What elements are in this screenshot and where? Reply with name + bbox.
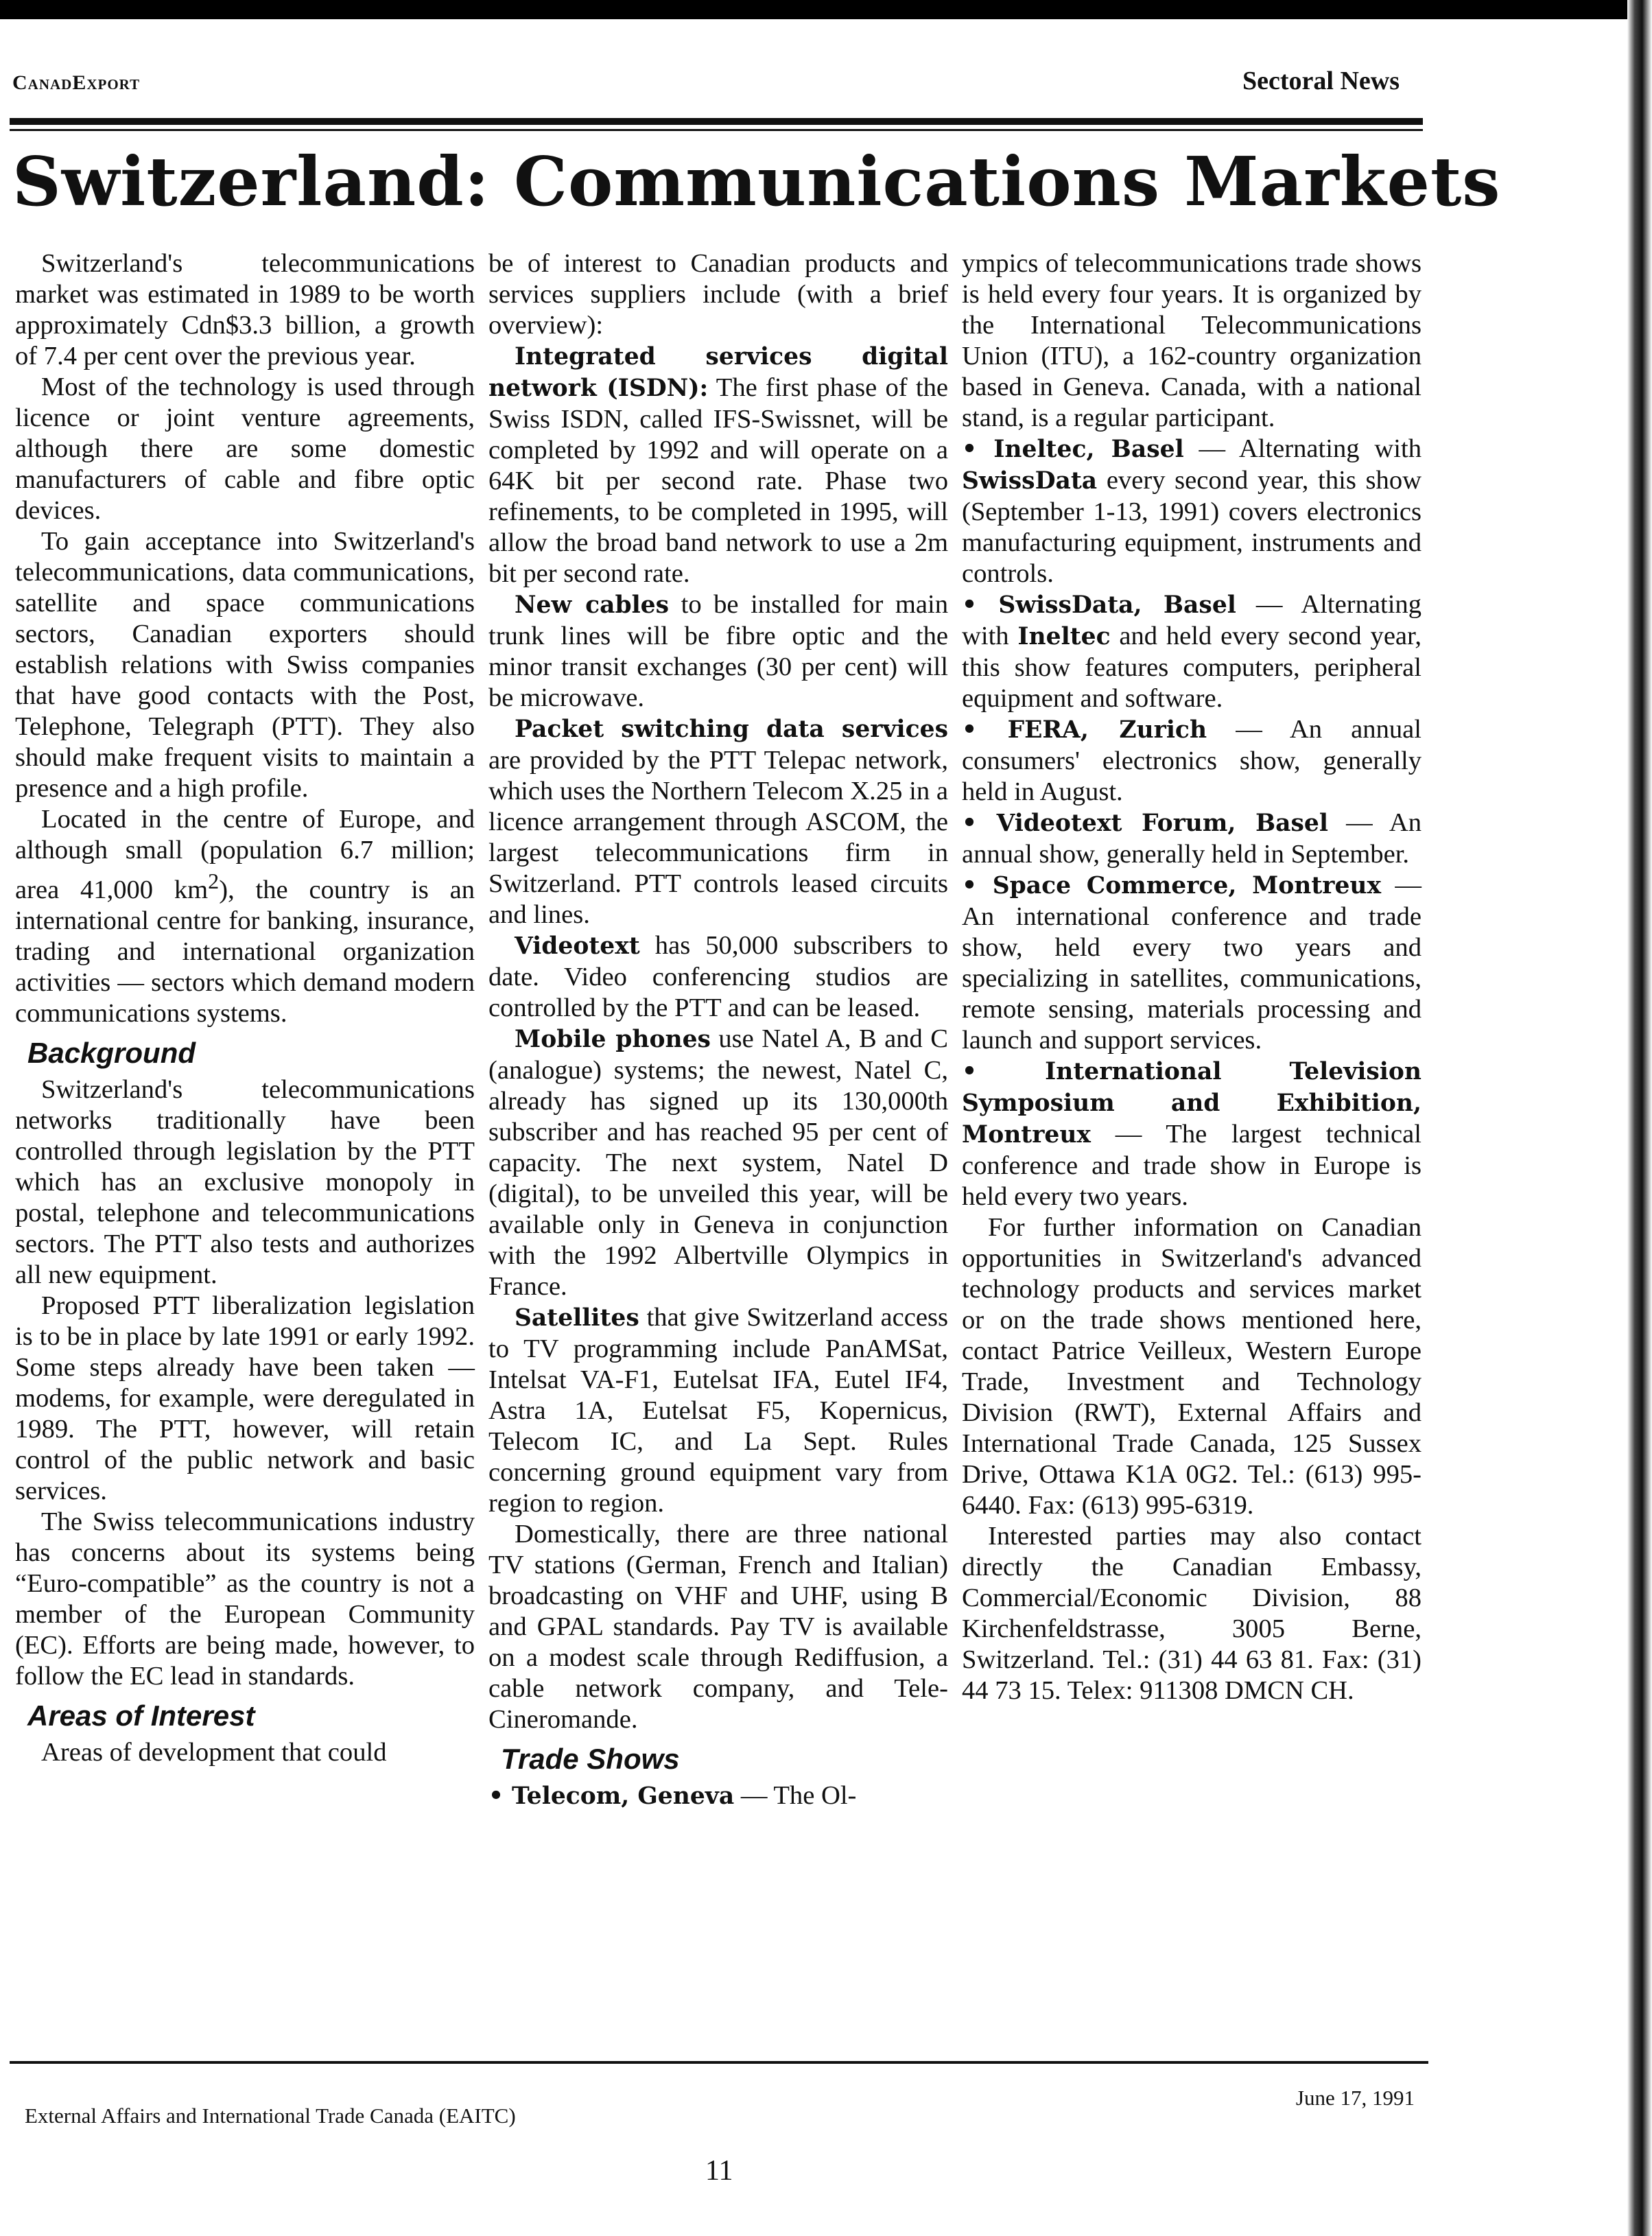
section-label: Sectoral News [1242,67,1400,95]
lead-term: • Space Commerce, Montreux [962,872,1382,899]
footer-date: June 17, 1991 [1295,2086,1415,2110]
paragraph: be of interest to Canadian products and services suppliers include (with a brief overview): [488,249,948,340]
list-item [488,1780,948,1812]
text-run: The first phase of the Swiss ISDN, called IFS-Swissnet, will be completed by 1992 and will operate on a 64K bit per second rate. Phase two refinements, to be completed in 1995, will allow the broad band network to use a 2m bit per second rate. [488,373,948,588]
paragraph: Switzerland's telecommunications market was estimated in 1989 to be worth approximately Cdn$3.3 billion, a growth of 7.4 per cent over the previous year. [15,249,475,370]
text-run: — Alternating with [962,590,1421,650]
lead-term: Satellites [515,1304,639,1332]
publication-name: CanadExport [12,71,141,94]
paragraph: Proposed PTT liberalization legislation is to be in place by late 1991 or early 1992. Some steps already have been taken — modems, for example, were deregulated in 1989. The PTT, however, will retain control of the public network and basic services. [15,1291,475,1505]
paragraph [15,804,475,1029]
text-run: — An international conference and trade show, held every two years and specializing in satellites, communications, remote sensing, materials processing and launch and support services. [962,871,1421,1055]
text-run: — Alternating with [1183,434,1421,463]
scan-edge-top [0,0,1652,19]
subheading-areas-of-interest: Areas of Interest [27,1699,255,1732]
paragraph: Interested parties may also contact directly the Canadian Embassy, Commercial/Economic Division, 88 Kirchenfeldstrasse, 3005 Berne, Switzerland. Tel.: (31) 44 63 81. Fax: (31) 44 73 15. Telex: 911308 DMCN CH. [962,1522,1421,1705]
lead-term: Videotext [515,932,640,960]
lead-term: • Telecom, Geneva [488,1782,735,1810]
text-run: use Natel A, B and C (analogue) systems; the newest, Natel C, already has signed up its 130,000th subscriber and has reached 95 per cent of capacity. The next system, Natel D (digital), to be unveiled this year, will be available only in Geneva in conjunction with the 1992 Albertville Olympics in France. [488,1024,949,1301]
list-item [962,714,1421,808]
subheading-background: Background [27,1036,196,1069]
paragraph: ympics of telecommunications trade shows is held every four years. It is organized by the International Telecommunications Union (ITU), a 162-country organization based in Geneva. Canada, with a national stand, is a regular participant. [962,249,1421,432]
text-run: — The largest technical conference and trade show in Europe is held every two years. [962,1120,1421,1211]
column-1 [15,248,475,2039]
text-run: and held every second year, this show features computers, peripheral equipment and software. [962,622,1422,713]
lead-term: • Ineltec, Basel [962,436,1184,463]
list-item [962,434,1421,589]
paragraph [488,930,948,1024]
text-run: — The Ol- [734,1781,857,1810]
superscript: 2 [208,869,220,893]
subheading-trade-shows: Trade Shows [501,1743,680,1775]
lead-term: • FERA, Zurich [962,716,1207,744]
lead-term: • Videotext Forum, Basel [962,810,1328,837]
scan-edge-right [1627,0,1652,2236]
footer-rule [10,2061,1428,2064]
text-run: that give Switzerland access to TV programming include PanAMSat, Intelsat VA-F1, Eutelsat IFA, Eutel IF4, Astra 1A, Eutelsat F5, Kopernicus, Telecom IC, and La Sept. Rules concerning ground equipment vary from region to region. [488,1303,948,1518]
text-run: Located in the centre of Europe, and although small (population 6.7 million; area 41,000 km [15,805,475,904]
footer-publisher: External Affairs and International Trade Canada (EAITC) [25,2104,516,2128]
lead-term: Integrated services digital network (ISDN): [488,343,948,402]
lead-term: Packet switching data services [515,716,948,743]
paragraph [488,1302,948,1519]
column-2 [488,248,948,2039]
text-run: to be installed for main trunk lines will be fibre optic and the minor transit exchanges (30 per cent) will be microwave. [488,590,948,712]
text-run: every second year, this show (September 1-13, 1991) covers electronics manufacturing equipment, instruments and controls. [962,466,1421,588]
article-title: Switzerland: Communications Markets [12,143,1501,222]
list-item [962,1056,1421,1212]
header-rule-thin [10,129,1423,131]
paragraph: The Swiss telecommunications industry has concerns about its systems being “Euro-compatible” as the country is not a member of the European Community (EC). Efforts are being made, however, to follow the EC lead in standards. [15,1507,475,1691]
paragraph: To gain acceptance into Switzerland's telecommunications, data communications, satellite and space communications sectors, Canadian exporters should establish relations with Swiss companies that have good contacts with the Post, Telephone, Telegraph (PTT). They also should make frequent visits to maintain a presence and a high profile. [15,527,475,803]
paragraph: For further information on Canadian opportunities in Switzerland's advanced technology products and services market or on the trade shows mentioned here, contact Patrice Veilleux, Western Europe Trade, Investment and Technology Division (RWT), External Affairs and International Trade Canada, 125 Sussex Drive, Ottawa K1A 0G2. Tel.: (613) 995-6440. Fax: (613) 995-6319. [962,1213,1421,1520]
paragraph [488,589,948,714]
lead-term: Ineltec [1017,623,1111,650]
page-number: 11 [705,2155,733,2187]
text-run: has 50,000 subscribers to date. Video conferencing studios are controlled by the PTT and can be leased. [488,931,948,1022]
text-run: — An annual consumers' electronics show, generally held in August. [962,715,1421,806]
list-item [962,870,1421,1056]
paragraph: Most of the technology is used through licence or joint venture agreements, although there are some domestic manufacturers of cable and fibre optic devices. [15,373,475,525]
column-3 [962,248,1421,2039]
paragraph [488,1024,948,1302]
lead-term: Mobile phones [515,1026,711,1053]
list-item [962,808,1421,870]
lead-term: • SwissData, Basel [962,591,1236,619]
list-item [962,589,1421,714]
text-run: are provided by the PTT Telepac network, which uses the Northern Telecom X.25 in a licence arrangement through ASCOM, the largest telecommunications firm in Switzerland. PTT controls leased circuits and lines. [488,746,948,929]
text-run: ), the country is an international centre for banking, insurance, trading and international organization activities — sectors which demand modern communications systems. [15,875,475,1028]
lead-term: • International Television Symposium and Exhibition, Montreux [962,1058,1421,1149]
header-rule [10,118,1423,125]
lead-term: SwissData [962,467,1098,495]
lead-term: New cables [515,591,670,619]
paragraph: Switzerland's telecommunications networks traditionally have been controlled through legislation by the PTT which has an exclusive monopoly in postal, telephone and telecommunications sectors. The PTT also tests and authorizes all new equipment. [15,1074,475,1289]
paragraph: Areas of development that could [41,1737,387,1767]
paragraph [488,714,948,930]
paragraph [488,341,948,589]
text-run: — An annual show, generally held in September. [962,808,1421,869]
paragraph: Domestically, there are three national TV stations (German, French and Italian) broadcasting on VHF and UHF, using B and GPAL standards. Pay TV is available on a modest scale through Rediffusion, a cable network company, and Tele-Cineromande. [488,1520,948,1734]
